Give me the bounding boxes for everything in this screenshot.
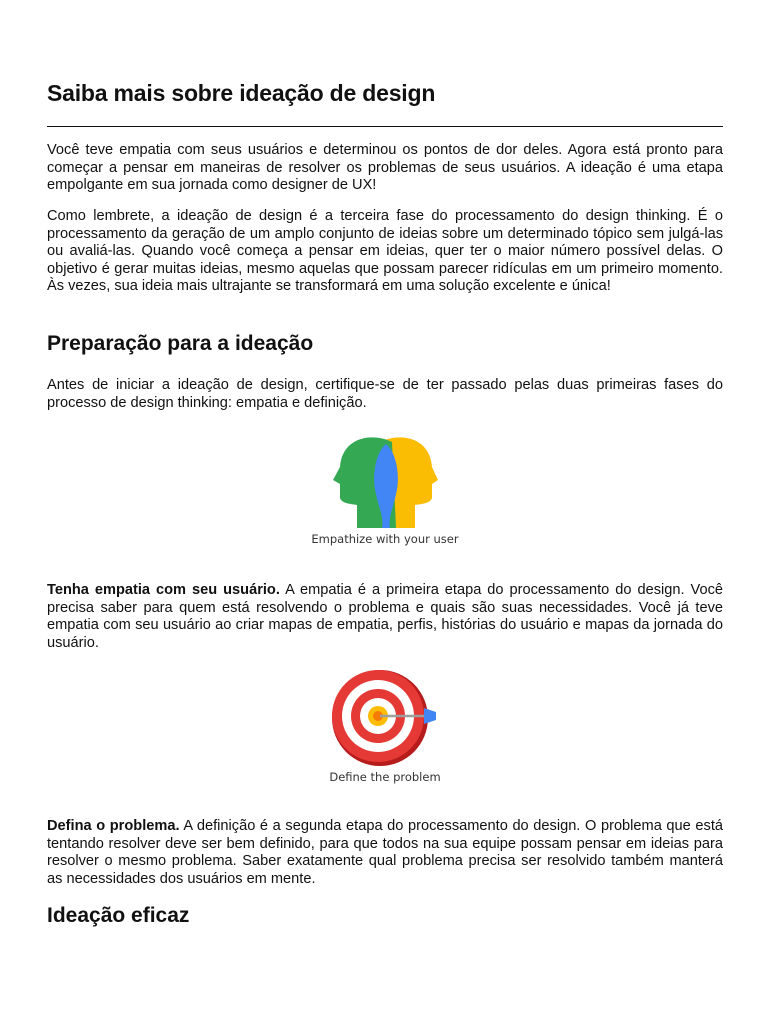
define-lead: Defina o problema. <box>47 818 180 834</box>
preparation-paragraph: Antes de iniciar a ideação de design, certifique-se de ter passado pelas duas primeiras fases do processo de design thinking: empatia e definição. <box>47 377 723 411</box>
figure-caption-define: Define the problem <box>329 770 441 784</box>
define-body: A definição é a segunda etapa do processamento do design. O problema que está tentando resolver deve ser bem definido, para que todos na sua equipe possam pensar em ideias para resolver o mesmo problema. Saber exatamente qual problema precisa ser resolvido também manterá as necessidades dos usuários em mente. <box>47 818 723 887</box>
empathize-lead: Tenha empatia com seu usuário. <box>47 582 280 598</box>
figure-caption-empathize: Empathize with your user <box>311 532 459 546</box>
define-paragraph <box>47 818 723 888</box>
empathize-body: A empatia é a primeira etapa do processamento do design. Você precisa saber para quem está resolvendo o problema e quais são suas necessidades. Você já teve empatia com seu usuário ao criar mapas de empatia, perfis, histórias do usuário e mapas da jornada do usuário. <box>47 582 723 651</box>
title-divider <box>47 126 723 127</box>
section-heading-effective: Ideação eficaz <box>47 904 190 927</box>
empathize-paragraph <box>47 582 723 652</box>
intro-paragraph-1: Você teve empatia com seus usuários e determinou os pontos de dor deles. Agora está pronto para começar a pensar em maneiras de resolver os problemas de seus usuários. A ideação é uma etapa empolgante em sua jornada como designer de UX! <box>47 142 723 194</box>
define-figure <box>47 668 723 784</box>
intro-paragraph-2: Como lembrete, a ideação de design é a terceira fase do processamento do design thinking. É o processamento da geração de um amplo conjunto de ideias sobre um determinado tópico sem julgá-las ou avaliá-las. Quando você começa a pensar em ideias, quer ter o maior número possível delas. O objetivo é gerar muitas ideias, mesmo aquelas que possam parecer ridículas em um primeiro momento. Às vezes, sua ideia mais ultrajante se transformará em uma solução excelente e única! <box>47 208 723 295</box>
page-title: Saiba mais sobre ideação de design <box>47 80 436 106</box>
section-heading-preparation: Preparação para a ideação <box>47 332 314 355</box>
target-dart-icon <box>320 668 450 770</box>
empathize-figure <box>47 432 723 546</box>
two-heads-icon <box>320 432 450 532</box>
